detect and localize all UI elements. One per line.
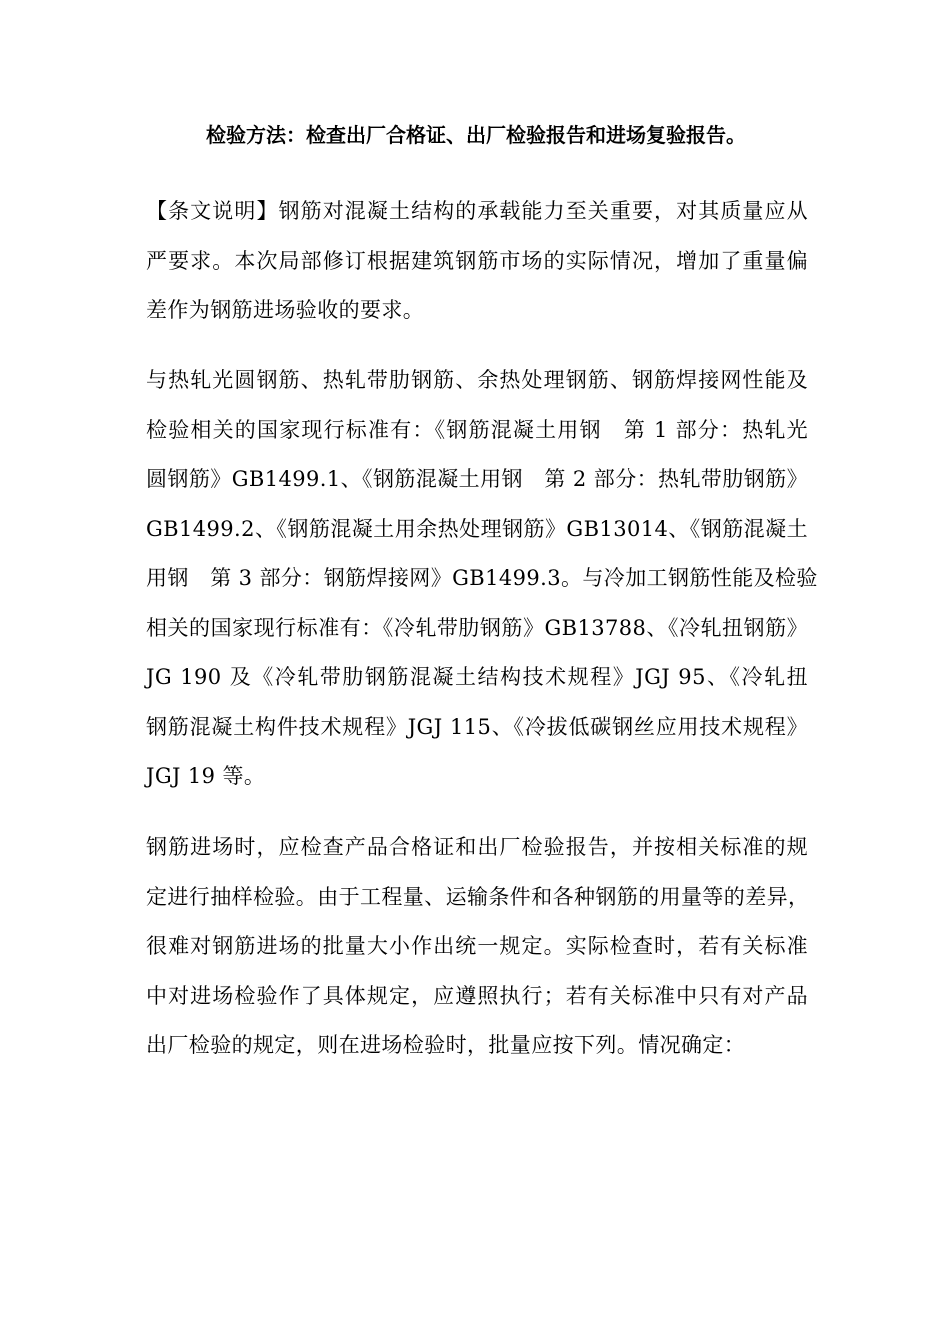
paragraph-line: 钢筋混凝土构件技术规程》JGJ 115、《冷拔低碳钢丝应用技术规程》 <box>146 714 808 739</box>
paragraph-line: 圆钢筋》GB1499.1、《钢筋混凝土用钢 第 2 部分：热轧带肋钢筋》 <box>146 467 808 491</box>
related-standards-paragraph <box>146 356 818 802</box>
paragraph-line: JGJ 19 等。 <box>146 764 266 788</box>
paragraph-line: 相关的国家现行标准有：《冷轧带肋钢筋》GB13788、《冷轧扭钢筋》 <box>146 615 808 640</box>
paragraph-line: 与热轧光圆钢筋、热轧带肋钢筋、余热处理钢筋、钢筋焊接网性能及 <box>146 368 808 392</box>
entry-inspection-paragraph <box>146 823 808 1071</box>
paragraph-line: 差作为钢筋进场验收的要求。 <box>146 298 425 322</box>
paragraph-line: 检验相关的国家现行标准有：《钢筋混凝土用钢 第 1 部分：热轧光 <box>146 417 808 442</box>
inspection-method-heading: 检验方法：检查出厂合格证、出厂检验报告和进场复验报告。 <box>206 123 746 147</box>
paragraph-line: 出厂检验的规定，则在进场检验时，批量应按下列。情况确定： <box>146 1033 746 1057</box>
paragraph-line: 【条文说明】钢筋对混凝土结构的承载能力至关重要，对其质量应从 <box>146 199 808 223</box>
paragraph-line: 很难对钢筋进场的批量大小作出统一规定。实际检查时，若有关标准 <box>146 934 808 958</box>
paragraph-line: 定进行抽样检验。由于工程量、运输条件和各种钢筋的用量等的差异， <box>146 884 810 909</box>
paragraph-line: 中对进场检验作了具体规定，应遵照执行；若有关标准中只有对产品 <box>146 983 808 1008</box>
paragraph-line: 钢筋进场时，应检查产品合格证和出厂检验报告，并按相关标准的规 <box>146 835 808 859</box>
paragraph-line: JG 190 及《冷轧带肋钢筋混凝土结构技术规程》JGJ 95、《冷轧扭 <box>146 665 808 689</box>
clause-explanation-paragraph <box>146 187 808 336</box>
paragraph-line: 用钢 第 3 部分：钢筋焊接网》GB1499.3。与冷加工钢筋性能及检验 <box>146 566 818 590</box>
paragraph-line: GB1499.2、《钢筋混凝土用余热处理钢筋》GB13014、《钢筋混凝土 <box>146 516 808 541</box>
paragraph-line: 严要求。本次局部修订根据建筑钢筋市场的实际情况，增加了重量偏 <box>146 248 808 273</box>
